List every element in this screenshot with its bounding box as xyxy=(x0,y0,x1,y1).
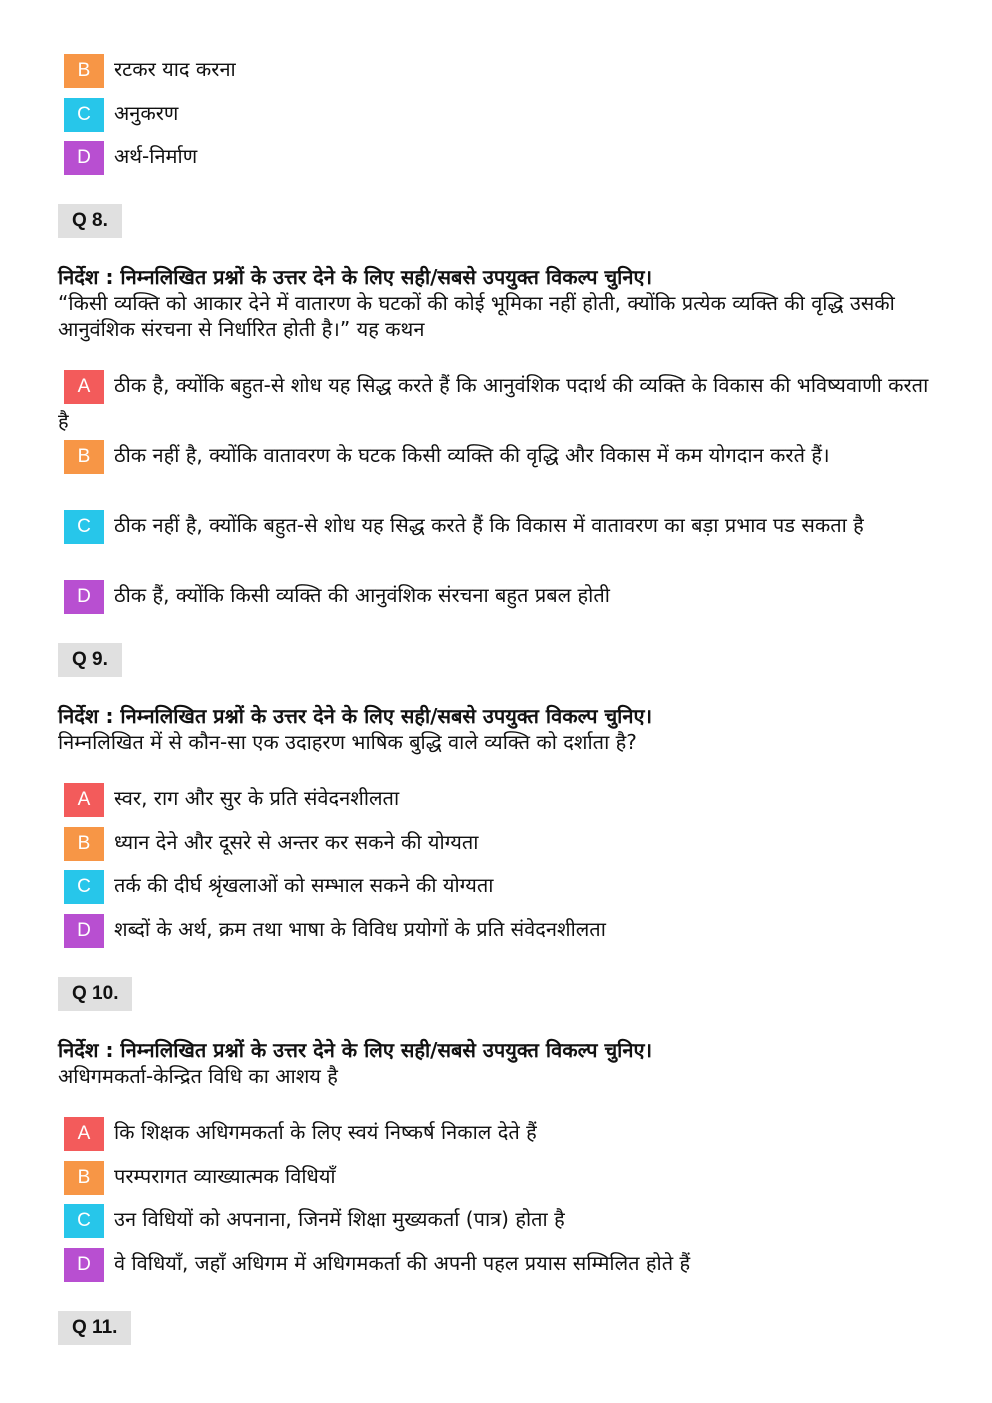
option-b[interactable] xyxy=(58,825,938,861)
option-a[interactable] xyxy=(58,781,938,817)
option-text: कि शिक्षक अधिगमकर्ता के लिए स्वयं निष्कर्ष निकाल देते हैं xyxy=(114,1120,537,1144)
option-text: उन विधियों को अपनाना, जिनमें शिक्षा मुख्यकर्ता (पात्र) होता है xyxy=(114,1207,565,1231)
option-c[interactable] xyxy=(58,96,938,132)
option-b[interactable] xyxy=(58,1159,938,1195)
question-label-q8: Q 8. xyxy=(58,204,122,238)
option-a[interactable] xyxy=(58,368,938,439)
option-text: ठीक है, क्योंकि बहुत-से शोध यह सिद्ध करते हैं कि आनुवंशिक पदार्थ की व्यक्ति के विकास की भविष्यवाणी करता है xyxy=(58,373,929,433)
option-badge-c: C xyxy=(64,98,104,132)
option-b[interactable] xyxy=(58,438,938,474)
option-badge-b: B xyxy=(64,54,104,88)
question-text-q9: निम्नलिखित में से कौन-सा एक उदाहरण भाषिक बुद्धि वाले व्यक्ति को दर्शाता है? xyxy=(58,730,637,754)
question-text-q8: “किसी व्यक्ति को आकार देने में वातारण के घटकों की कोई भूमिका नहीं होती, क्योंकि प्रत्येक व्यक्ति की वृद्धि उसकी आनुवंशिक संरचना से निर्धारित होती है।” यह कथन xyxy=(58,291,895,341)
option-d[interactable] xyxy=(58,912,938,948)
direction-q8: निर्देश : निम्नलिखित प्रश्नों के उत्तर देने के लिए सही/सबसे उपयुक्त विकल्प चुनिए। xyxy=(58,265,653,289)
direction-q9: निर्देश : निम्नलिखित प्रश्नों के उत्तर देने के लिए सही/सबसे उपयुक्त विकल्प चुनिए। xyxy=(58,704,653,728)
option-badge-a: A xyxy=(64,1117,104,1151)
option-text: ठीक नहीं है, क्योंकि वातावरण के घटक किसी व्यक्ति की वृद्धि और विकास में कम योगदान करते हैं। xyxy=(114,443,830,467)
option-text: अनुकरण xyxy=(114,101,179,125)
option-c[interactable] xyxy=(58,1202,938,1238)
option-text: स्वर, राग और सुर के प्रति संवेदनशीलता xyxy=(114,786,400,810)
option-d[interactable] xyxy=(58,1246,938,1282)
option-badge-d: D xyxy=(64,141,104,175)
question-label-q11: Q 11. xyxy=(58,1311,131,1345)
option-text: अर्थ-निर्माण xyxy=(114,144,198,168)
option-badge-a: A xyxy=(64,370,104,404)
question-label-q10: Q 10. xyxy=(58,977,132,1011)
option-badge-b: B xyxy=(64,440,104,474)
option-c[interactable] xyxy=(58,508,938,544)
option-badge-c: C xyxy=(64,870,104,904)
option-text: रटकर याद करना xyxy=(114,57,236,81)
option-d[interactable] xyxy=(58,578,938,614)
option-text: ठीक हैं, क्योंकि किसी व्यक्ति की आनुवंशिक संरचना बहुत प्रबल होती xyxy=(114,583,610,607)
option-badge-a: A xyxy=(64,783,104,817)
option-text: वे विधियाँ, जहाँ अधिगम में अधिगमकर्ता की अपनी पहल प्रयास सम्मिलित होते हैं xyxy=(114,1251,691,1275)
question-label-q9: Q 9. xyxy=(58,643,122,677)
question-text-q10: अधिगमकर्ता-केन्द्रित विधि का आशय है xyxy=(58,1064,338,1088)
option-badge-d: D xyxy=(64,1248,104,1282)
option-badge-d: D xyxy=(64,580,104,614)
option-badge-d: D xyxy=(64,914,104,948)
option-text: शब्दों के अर्थ, क्रम तथा भाषा के विविध प्रयोगों के प्रति संवेदनशीलता xyxy=(114,917,606,941)
option-badge-b: B xyxy=(64,827,104,861)
option-b[interactable] xyxy=(58,52,938,88)
option-text: ठीक नहीं है, क्योंकि बहुत-से शोध यह सिद्ध करते हैं कि विकास में वातावरण का बड़ा प्रभाव पड सकता है xyxy=(114,513,864,537)
option-badge-c: C xyxy=(64,1204,104,1238)
option-badge-b: B xyxy=(64,1161,104,1195)
option-a[interactable] xyxy=(58,1115,938,1151)
option-badge-c: C xyxy=(64,510,104,544)
option-text: परम्परागत व्याख्यात्मक विधियाँ xyxy=(114,1164,336,1188)
direction-q10: निर्देश : निम्नलिखित प्रश्नों के उत्तर देने के लिए सही/सबसे उपयुक्त विकल्प चुनिए। xyxy=(58,1038,653,1062)
option-d[interactable] xyxy=(58,139,938,175)
option-text: ध्यान देने और दूसरे से अन्तर कर सकने की योग्यता xyxy=(114,830,479,854)
option-c[interactable] xyxy=(58,868,938,904)
option-text: तर्क की दीर्घ श्रृंखलाओं को सम्भाल सकने की योग्यता xyxy=(114,873,494,897)
